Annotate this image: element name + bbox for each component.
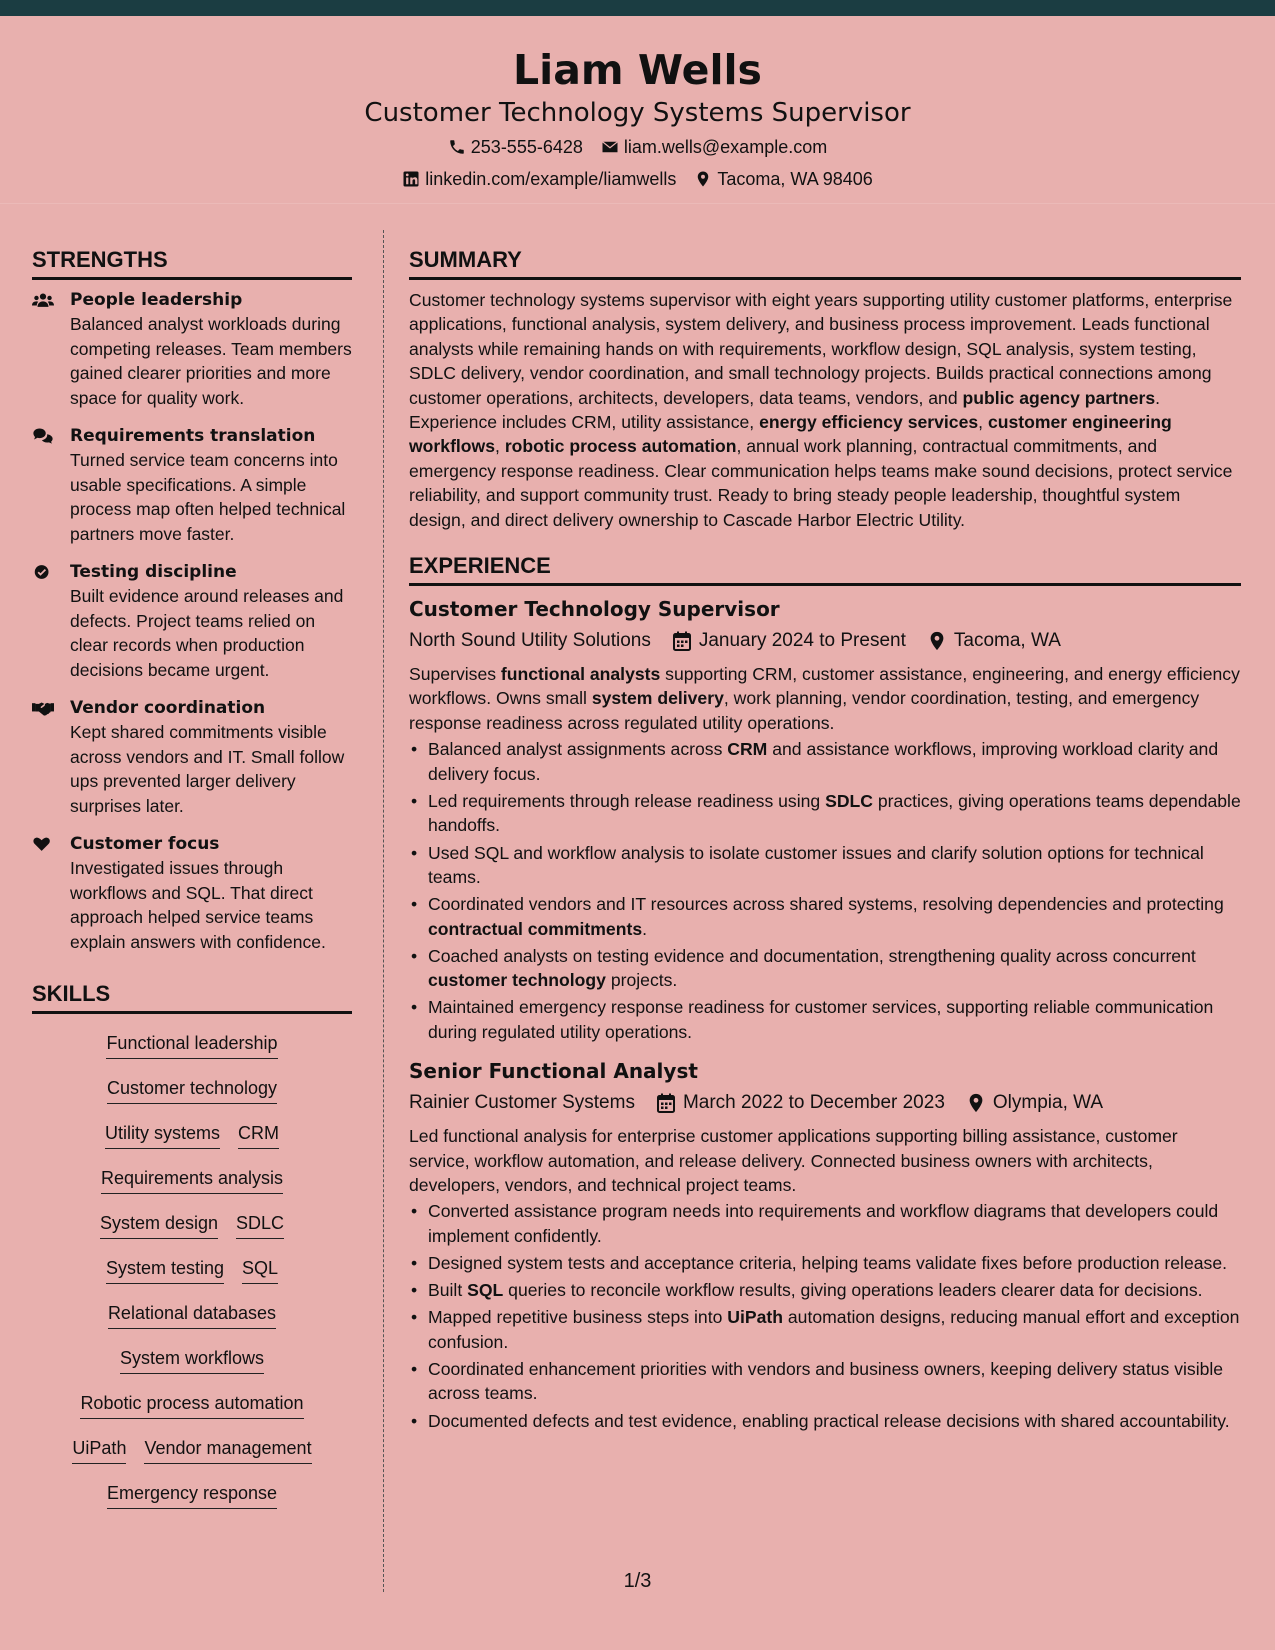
text-segment: practices, giving operations teams dependable handoffs. — [428, 790, 1241, 836]
map-marker-icon — [967, 1093, 985, 1113]
text-segment: Documented defects and test evidence, enabling practical release decisions with shared accountability. — [428, 1410, 1230, 1431]
bullet-item — [409, 944, 1241, 993]
skill-row — [120, 1345, 264, 1390]
job-bullets — [409, 1199, 1241, 1433]
text-segment: and assistance workflows, improving workload clarity and delivery focus. — [428, 739, 1219, 784]
bold-phrase: contractual commitments — [428, 918, 643, 939]
text-segment: . Experience includes CRM, utility assistance, — [409, 387, 1161, 433]
bullet-item — [409, 1251, 1241, 1275]
calendar-icon — [657, 1093, 675, 1113]
skill-tag: Emergency response — [107, 1480, 277, 1509]
bold-phrase: system delivery — [591, 688, 724, 709]
bold-phrase: public agency partners — [962, 387, 1156, 408]
skill-tag: System workflows — [120, 1345, 264, 1374]
strength-title: Vendor coordination — [70, 698, 266, 718]
bold-phrase: SDLC — [825, 790, 873, 811]
strength-item — [32, 696, 352, 818]
skill-tag: Robotic process automation — [80, 1390, 303, 1419]
email-text: liam.wells@example.com — [623, 137, 828, 157]
bold-phrase: customer engineering workflows — [409, 412, 1172, 457]
skill-tag: Utility systems — [105, 1120, 220, 1149]
job-dates: March 2022 to December 2023 — [682, 1092, 945, 1114]
text-segment: , work planning, vendor coordination, testing, and emergency response readiness across regulated utility operations. — [409, 688, 1200, 733]
users-icon — [32, 291, 54, 309]
bold-phrase: robotic process automation — [504, 436, 737, 457]
skill-row — [108, 1300, 276, 1345]
skill-tag: Functional leadership — [106, 1030, 277, 1059]
text-segment: Coordinated vendors and IT resources across shared systems, resolving dependencies and protecting — [428, 894, 1224, 915]
strengths-heading: STRENGTHS — [32, 246, 352, 280]
text-segment: Coordinated enhancement priorities with vendors and business owners, keeping delivery status visible across teams. — [428, 1358, 1224, 1404]
bullet-item — [409, 789, 1241, 838]
text-segment: Designed system tests and acceptance criteria, helping teams validate fixes before production release. — [428, 1252, 1227, 1273]
bold-phrase: SQL — [467, 1280, 504, 1301]
text-segment: Built — [428, 1280, 468, 1301]
strength-desc: Balanced analyst workloads during competing releases. Team members gained clearer priorities and more space for quality work. — [70, 314, 352, 408]
text-segment: Customer technology systems supervisor with eight years supporting utility customer platforms, enterprise applications, functional analysis, system delivery, and business process improvement. Leads functional analysts while remaining hands on with requirements, workflow design, SQL analysis, system testing, SDLC delivery, vendor coordination, and small technology projects. Builds practical connections among customer operations, architects, developers, data teams, vendors, and — [409, 290, 1233, 408]
job-role: Senior Functional Analyst — [409, 1059, 698, 1084]
page-number: 1/3 — [623, 1570, 652, 1592]
comments-icon — [32, 427, 54, 445]
text-segment: Balanced analyst assignments across — [428, 739, 728, 760]
job-location: Olympia, WA — [992, 1092, 1104, 1114]
handshake-icon — [32, 699, 54, 717]
text-segment: Supervises — [409, 664, 501, 685]
heart-icon — [32, 835, 54, 853]
bullet-item — [409, 1305, 1241, 1354]
skill-row — [107, 1075, 277, 1120]
contact-line-1 — [0, 136, 1275, 158]
job-meta — [409, 1090, 1241, 1116]
text-segment: Led requirements through release readiness using — [428, 790, 826, 811]
phone-text: 253-555-6428 — [470, 137, 583, 157]
skill-row — [100, 1210, 284, 1255]
text-segment: Coached analysts on testing evidence and documentation, strengthening quality across concurrent — [428, 945, 1196, 966]
job-bullets — [409, 737, 1241, 1044]
strength-item — [32, 288, 352, 410]
check-circle-icon — [32, 563, 54, 581]
text-segment: , — [495, 436, 505, 457]
bullet-item — [409, 1278, 1241, 1302]
phone-icon — [448, 138, 466, 156]
skill-tag: System design — [100, 1210, 218, 1239]
strength-item — [32, 832, 352, 954]
job-role: Customer Technology Supervisor — [409, 597, 780, 622]
skill-tag: SDLC — [236, 1210, 284, 1239]
linkedin-text: linkedin.com/example/liamwells — [425, 169, 677, 189]
text-segment: . — [642, 918, 647, 939]
text-segment: Used SQL and workflow analysis to isolate customer issues and clarify solution options for technical teams. — [428, 842, 1204, 887]
skill-row — [72, 1435, 311, 1480]
bullet-item — [409, 1409, 1241, 1433]
job-location: Tacoma, WA — [953, 630, 1061, 652]
skill-row — [106, 1030, 277, 1075]
bullet-item — [409, 892, 1241, 941]
text-segment: , annual work planning, contractual commitments, and emergency response readiness. Clear communication helps teams make sound decisions, protect service reliability, and support community trust. Ready to bring steady people leadership, thoughtful system design, and direct delivery ownership to Cascade Harbor Electric Utility. — [409, 436, 1233, 530]
bold-phrase: functional analysts — [500, 664, 661, 685]
bold-phrase: customer technology — [428, 970, 606, 991]
skill-tag: SQL — [242, 1255, 278, 1284]
skill-tag: CRM — [238, 1120, 279, 1149]
text-segment: projects. — [605, 970, 678, 991]
bullet-item — [409, 1357, 1241, 1406]
contact-line-2 — [0, 168, 1275, 190]
envelope-icon — [601, 138, 619, 156]
skill-tag: Requirements analysis — [101, 1165, 283, 1194]
skill-tag: Vendor management — [144, 1435, 311, 1464]
job-company: Rainier Customer Systems — [409, 1092, 635, 1114]
bold-phrase: UiPath — [727, 1307, 783, 1328]
job-intro — [409, 662, 1241, 735]
text-segment: supporting CRM, customer assistance, engineering, and energy efficiency workflows. Owns small — [409, 664, 1240, 709]
column-divider — [383, 230, 384, 1592]
right-column — [409, 246, 1241, 1436]
text-segment: Led functional analysis for enterprise customer applications supporting billing assistance, customer service, workflow automation, and release delivery. Connected business owners with architects, developers, vendors, and technical project teams. — [409, 1126, 1178, 1195]
candidate-title: Customer Technology Systems Supervisor — [364, 98, 911, 128]
text-segment: Converted assistance program needs into requirements and workflow diagrams that developers could implement confidently. — [428, 1201, 1219, 1246]
summary-heading: SUMMARY — [409, 246, 1241, 280]
strength-item — [32, 560, 352, 682]
bold-phrase: energy efficiency services — [759, 412, 979, 433]
linkedin-icon — [402, 170, 420, 188]
skill-row — [105, 1120, 279, 1165]
summary-text — [409, 288, 1241, 532]
text-segment: queries to reconcile workflow results, giving operations leaders clearer data for decisions. — [503, 1280, 1203, 1301]
skill-tag: Customer technology — [107, 1075, 277, 1104]
strength-title: Testing discipline — [70, 562, 237, 582]
resume-header — [0, 16, 1275, 204]
job-dates: January 2024 to Present — [698, 630, 906, 652]
candidate-name: Liam Wells — [513, 46, 762, 94]
bullet-item — [409, 995, 1241, 1044]
skills-list — [32, 1030, 352, 1525]
experience-heading: EXPERIENCE — [409, 552, 1241, 586]
text-segment: automation designs, reducing manual effort and exception confusion. — [428, 1307, 1240, 1352]
strength-title: Customer focus — [70, 834, 220, 854]
strength-item — [32, 424, 352, 546]
skill-row — [80, 1390, 303, 1435]
skills-heading: SKILLS — [32, 980, 352, 1014]
skill-tag: Relational databases — [108, 1300, 276, 1329]
job-company: North Sound Utility Solutions — [409, 630, 651, 652]
strength-title: Requirements translation — [70, 426, 316, 446]
strength-desc: Kept shared commitments visible across vendors and IT. Small follow ups prevented larger delivery surprises later. — [70, 722, 345, 816]
bold-phrase: CRM — [727, 739, 768, 760]
calendar-icon — [673, 631, 691, 651]
skill-row — [107, 1480, 277, 1525]
bullet-item — [409, 737, 1241, 786]
skill-tag: System testing — [106, 1255, 224, 1284]
job-meta — [409, 628, 1241, 654]
strength-title: People leadership — [70, 290, 243, 310]
location-contact — [694, 168, 872, 190]
skill-row — [101, 1165, 283, 1210]
strength-desc: Built evidence around releases and defects. Project teams relied on clear records when production decisions became urgent. — [70, 586, 344, 680]
strength-desc: Investigated issues through workflows and SQL. That direct approach helped service teams explain answers with confidence. — [70, 858, 326, 952]
bullet-item — [409, 841, 1241, 890]
map-marker-icon — [928, 631, 946, 651]
job-intro — [409, 1124, 1241, 1197]
left-column — [32, 246, 352, 1525]
linkedin-contact[interactable] — [402, 168, 676, 190]
bullet-item — [409, 1199, 1241, 1248]
job-entry — [409, 1058, 1241, 1433]
phone-contact[interactable] — [448, 136, 583, 158]
map-marker-icon — [694, 170, 712, 188]
location-text: Tacoma, WA 98406 — [717, 169, 873, 189]
email-contact[interactable] — [601, 136, 827, 158]
text-segment: Mapped repetitive business steps into — [428, 1307, 728, 1328]
job-entry — [409, 596, 1241, 1044]
top-accent-bar — [0, 0, 1275, 16]
skill-row — [106, 1255, 278, 1300]
text-segment: Maintained emergency response readiness for customer services, supporting reliable communication during regulated utility operations. — [428, 997, 1214, 1042]
skill-tag: UiPath — [72, 1435, 126, 1464]
text-segment: , — [978, 412, 988, 433]
strength-desc: Turned service team concerns into usable specifications. A simple process map often helped technical partners move faster. — [70, 450, 346, 544]
